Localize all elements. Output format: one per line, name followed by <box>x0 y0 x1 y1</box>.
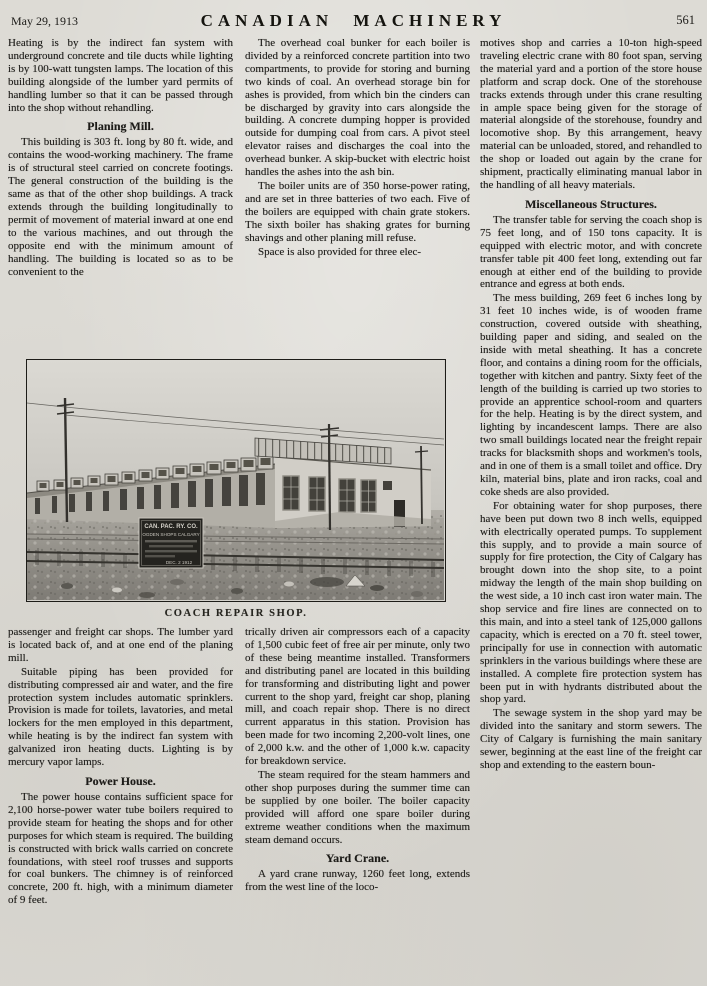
upper-columns <box>8 37 470 350</box>
page-header <box>0 5 707 33</box>
construction-sign <box>139 518 203 568</box>
column-1-top <box>8 37 233 350</box>
photo-caption: COACH REPAIR SHOP. <box>164 608 308 619</box>
section-heading-miscellaneous-structures: Miscellaneous Structures. <box>525 196 657 211</box>
body-paragraph: The mess building, 269 feet 6 inches long by 31 feet 10 inches wide, is of wooden frame construction, covered outside with sheathing, building paper and siding, and sealed on the inside with metal sheathing. It has a concrete floor, and contains a dining room for the officials, together with kitchen and pantry. Sixty feet of the length of the building is carried up two stories to provide an apprentice school-room and quarters for the help. Heating is by the direct system, and lighting by incandescent lamps. There are also two small buildings located near the freight repair tracks for blacksmith shops and workmen's tools, and in one of them is a small toilet and office. Dry kiln, material bins, plate and iron racks, coal and coke sheds are also provided. <box>480 292 702 498</box>
body-paragraph: The transfer table for serving the coach shop is 75 feet long, and of 150 tons capacity. It is equipped with electric motor, and with concrete transfer table pit 400 feet long, extending out far enough at either end of the building to provide entrance and egress at both ends. <box>480 213 702 291</box>
body-paragraph: passenger and freight car shops. The lumber yard is located back of, and at one end of the planing mill. <box>8 626 233 664</box>
left-two-columns <box>8 37 470 986</box>
coach-repair-shop-photo <box>27 360 444 600</box>
body-paragraph: Suitable piping has been provided for distributing compressed air and water, and the fire protection system includes automatic sprinklers. Provision is made for toilets, lavatories, and metal lockers for the men employed in this department, while heating is by the indirect fan system with galvanized iron heating ducts. Lighting is by mercury vapor lamps. <box>8 665 233 769</box>
body-paragraph: motives shop and carries a 10-ton high-speed traveling electric crane with 80 foot span, serving the material yard and a portion of the store house platform and scrap dock. One of the storehouse tracks extends through under this crane resulting in ample space being given for the storage of material alongside of the storehouse, foundry and locomotive shop. By this arrangement, heavy material can be unloaded, stored, and rehandled to the shop or loaded out again by the crane for shipment, practically eliminating manual labor in the handling of all heavy materials. <box>480 37 702 191</box>
section-heading-power-house: Power House. <box>85 773 156 788</box>
lower-columns <box>8 626 470 908</box>
section-heading-yard-crane: Yard Crane. <box>325 851 390 866</box>
body-paragraph: For obtaining water for shop purposes, there have been put down two 8 inch wells, equipped with electrically operated pumps. To supplement this supply, and to provide a main source of supply for fire protection, the City of Calgary has brought down into the shop site, to a point midway the length of the main shop building on the west side, a 10 inch cast iron water main. The shop service and fire lines are connected on to this main, and into a steel tank of 125,000 gallons capacity, which is erected on a 70 ft. steel tower, principally for use in connection with automatic sprinklers in the various buildings where these are installed. A complete fire protection system has been put in with hydrants distributed about the shop yard. <box>480 499 702 706</box>
sign-line-2: OGDEN SHOPS CALGARY <box>142 532 200 537</box>
journal-title: CANADIAN MACHINERY <box>200 11 507 30</box>
column-2-bottom <box>245 626 470 908</box>
body-paragraph: The overhead coal bunker for each boiler is divided by a reinforced concrete partition into two compartments, to provide for storing and burning two kinds of coal. An overhead storage bin for ashes is provided, from which bin the cinders can be discharged by gravity into cars alongside the building. A concrete dumping hopper is provided outside for dumping coal from cars. A pivot steel elevator raises and discharges the coal into the overhead bunker. A skip-bucket with electric hoist handles the ashes into the ash bin. <box>245 37 470 179</box>
page-content <box>8 37 702 986</box>
body-paragraph: The steam required for the steam hammers and other shop purposes during the summer time can be supplied by one boiler. The boiler capacity provided will afford one spare boiler during extreme weather conditions when the maximum steam demand occurs. <box>245 768 470 846</box>
header-date: May 29, 1913 <box>11 14 78 28</box>
column-2-top <box>245 37 470 350</box>
body-paragraph: The sewage system in the shop yard may be divided into the sanitary and storm sewers. The City of Calgary is furnishing the main sanitary sewer, beginning at the east line of the freight car shop and extending to the eastern boun- <box>480 707 702 771</box>
sign-line-1: CAN. PAC. RY. CO. <box>144 524 198 530</box>
body-paragraph: A yard crane runway, 1260 feet long, extends from the west line of the loco- <box>245 868 470 894</box>
body-paragraph: Space is also provided for three elec- <box>258 245 422 258</box>
body-paragraph: Heating is by the indirect fan system with underground concrete and tile ducts while lighting is by 100-watt tungsten lamps. The location of this building alongside of the lumber yard permits of handling lumber so that it can be passed through into the shop without rehandling. <box>8 37 233 114</box>
column-1-bottom <box>8 626 233 908</box>
section-heading-planing-mill: Planing Mill. <box>87 119 154 134</box>
body-paragraph: This building is 303 ft. long by 80 ft. wide, and contains the wood-working machinery. The frame is of structural steel carried on concrete footings. The general construction of the building is the same as that of the other shop buildings. A track extends through the building longitudinally to permit of movement of material inward at one end to the various machines, and out through the opposite end with the minimum amount of handling. The building is located so as to be convenient to the <box>8 136 233 278</box>
photo-frame <box>26 359 446 602</box>
body-paragraph: The power house contains sufficient space for 2,100 horse-power water tube boilers required to provide steam for heating the shops and for other purposes for which steam is required. The building is constructed with brick walls carried on concrete foundations, with steel roof trusses and supports for coal bunkers. The chimney is of reinforced concrete, 200 ft. high, with a minimum diameter of 9 feet. <box>8 790 233 907</box>
page-number: 561 <box>676 13 695 27</box>
body-paragraph: trically driven air compressors each of a capacity of 1,500 cubic feet of free air per minute, only two of these being meantime installed. Transformers and distributing panel are located in this building for transforming and distributing light and power current to the shop yard, freight car shop, planing mill, and coach repair shop. There is no direct current apparatus in this station. Provision has been made for two incoming 2,200-volt lines, one of 2,000 k.w. and the other of 1,000 k.w. capacity for breakdown service. <box>245 626 470 768</box>
sign-line-3: DEC. 2 1912 <box>165 560 193 565</box>
column-3 <box>480 37 702 986</box>
body-paragraph: The boiler units are of 350 horse-power rating, and are set in three batteries of two each. Five of the boilers are equipped with chain grate stokers. The sixth boiler has shaking grates for burning shavings and other planing mill refuse. <box>245 179 470 244</box>
